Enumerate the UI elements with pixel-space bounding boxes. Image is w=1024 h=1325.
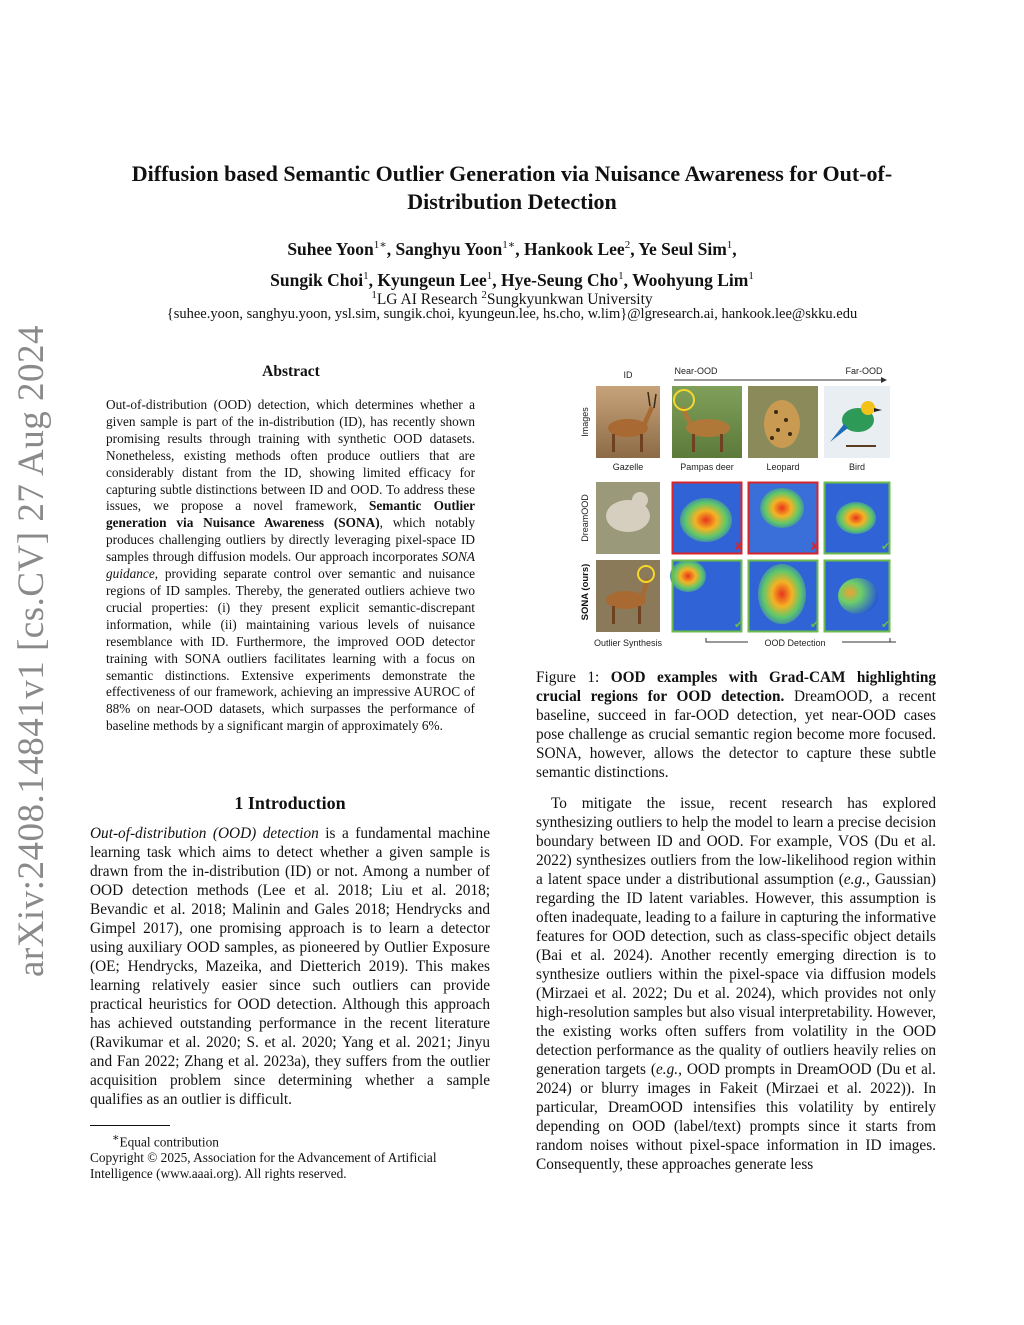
sona-synthesized-image	[596, 560, 660, 632]
dreamood-gradcam-leopard	[748, 482, 819, 554]
label-outlier-synthesis: Outlier Synthesis	[593, 638, 663, 648]
abstract-part: , which notably produces challenging outliers by directly leveraging pixel-space ID samples through diffusion models. Our approach incorporates	[106, 515, 475, 565]
right-eg: e.g.,	[843, 871, 870, 888]
image-pampas-deer	[672, 386, 742, 458]
section-heading-introduction: 1 Introduction	[234, 793, 346, 813]
figure-label-near-ood: Near-OOD	[674, 366, 718, 376]
author-name: Suhee Yoon	[287, 238, 374, 259]
wrong-mark-icon: ✘	[810, 540, 820, 553]
affiliation-mark: 1	[371, 289, 377, 301]
label-ood-detection: OOD Detection	[764, 638, 826, 648]
author-name: Hye-Seung Cho	[500, 269, 619, 290]
right-eg: e.g.,	[656, 1061, 682, 1078]
right-column-text	[536, 794, 936, 1174]
abstract-text	[106, 397, 475, 735]
figure-row-label-sona: SONA (ours)	[580, 563, 591, 621]
figure-label-id: ID	[623, 370, 633, 380]
image-bird	[824, 386, 890, 458]
abstract-part: , providing separate control over semantic and nuisance regions of ID samples. Thereby, the generated outliers achieve two crucial properties: (i) they present explicit semantic-discrepant information, while (ii) maintaining various levels of nuisance resemblance with ID. Furthermore, the improved OOD detector training with SONA outliers facilitates learning with a focus on semantic distinctions. Extensive experiments demonstrate the effectiveness of our framework, achieving an impressive AUROC of 88% on near-OOD datasets, which surpasses the performance of baseline methods by a significant margin of approximately 6%.	[106, 566, 475, 734]
author-name: Ye Seul Sim	[638, 238, 727, 259]
footnote-equal: Equal contribution	[119, 1134, 219, 1150]
figure-row-label-dreamood: DreamOOD	[580, 494, 590, 542]
intro-term: Out-of-distribution (OOD) detection	[90, 825, 319, 842]
paper-title: Diffusion based Semantic Outlier Generation via Nuisance Awareness for Out-of-Distribution Detection	[131, 161, 893, 214]
wrong-mark-icon: ✘	[734, 540, 744, 553]
abstract-part: Out-of-distribution (OOD) detection, which determines whether a given sample is part of the in-distribution (ID), has recently shown promising results through training with synthetic OOD datasets. Nonetheless, existing methods often produce outliers that are considerably distant from the ID, showing limited efficacy for capturing subtle distinctions between ID and OOD. To address these issues, we propose a novel framework,	[106, 397, 475, 514]
author-line-2: Sungik Choi$^1$, Kyungeun Lee$^1$, Hye-Seung Cho$^1$, Woohyung Lim$^1$	[270, 269, 754, 290]
author-name: Woohyung Lim	[632, 269, 749, 290]
check-mark-icon: ✔	[881, 618, 891, 631]
sona-gradcam-leopard	[748, 560, 819, 632]
image-leopard	[748, 386, 818, 458]
abstract-method-name: Semantic Outlier generation via Nuisance Awareness (SONA)	[106, 498, 475, 531]
arxiv-identifier: arXiv:2408.14841v1 [cs.CV] 27 Aug 2024	[11, 324, 52, 978]
figure-row-label-images: Images	[580, 407, 590, 437]
check-mark-icon: ✔	[881, 540, 891, 553]
sona-gradcam-bird	[824, 560, 890, 632]
figure-1-caption	[536, 668, 936, 782]
author-affiliation-mark: 1	[748, 269, 754, 282]
caption-gazelle: Gazelle	[612, 462, 644, 472]
author-name: Sanghyu Yoon	[395, 238, 503, 259]
figure-label-far-ood: Far-OOD	[845, 366, 883, 376]
footnote	[90, 1130, 490, 1182]
author-list	[90, 232, 934, 294]
image-gazelle	[596, 386, 660, 458]
author-affiliation-mark: 2	[624, 239, 631, 251]
intro-part: is a fundamental machine learning task which aims to detect whether a given sample is drawn from the in-distribution (ID) or not. Among a number of OOD detection methods (Lee et al. 2018; Liu et al. 2018; Bevandic et al. 2018; Malinin and Gales 2018; Hendrycks and Gimpel 2017), one promising approach is to learn a detector using auxiliary OOD samples, as pioneered by Outlier Exposure (OE; Hendrycks, Mazeika, and Dietterich 2019). This makes learning relatively easier since such outliers can provide practical heuristics for OOD detection. Although this approach has achieved outstanding performance in the recent literature (Ravikumar et al. 2020; S. et al. 2020; Yang et al. 2021; Jinyu and Fan 2022; Zhang et al. 2023a), they suffers from the outlier acquisition problem since determining whether a sample qualifies as an outlier is difficult.	[90, 825, 490, 1108]
caption-leopard: Leopard	[766, 462, 800, 472]
dreamood-synthesized-image	[596, 482, 660, 554]
equal-contribution-note	[90, 1130, 490, 1150]
right-part: OOD prompts in DreamOOD (Du et al. 2024) or blurry images in Fakeit (Mirzaei et al. 2022)). In particular, DreamOOD intensifies this volatility by entirely depending on OOD (label/text) prompts since it starts from random noises without pixel-space information in ID images. Consequently, these approaches generate less	[536, 1061, 937, 1173]
affiliation-skku: Sungkyunkwan University	[486, 291, 653, 309]
affiliation-mark: 2	[481, 289, 487, 301]
sona-gradcam-pampas	[670, 560, 743, 632]
author-affiliation-mark: 1	[363, 269, 369, 282]
check-mark-icon: ✔	[810, 618, 820, 631]
right-part: Gaussian) regarding the ID latent variables. However, this assumption is often inadequate, leading to a failure in capturing the informative features for OOD detection, such as class-specific object details (Bai et al. 2024). Another recently emerging direction is to synthesize outliers within the pixel-space via diffusion models (Mirzaei et al. 2022; Du et al. 2024), which provides not only high-resolution samples but also visual interpretability. However, the existing works often suffers from volatility in the OOD detection performance as the quality of outliers heavily relies on generation targets (	[536, 871, 937, 1078]
caption-pampas-deer: Pampas deer	[680, 462, 734, 472]
dreamood-gradcam-pampas	[672, 482, 743, 554]
affiliation-lg: LG AI Research	[376, 291, 478, 309]
caption-bird: Bird	[848, 462, 866, 472]
author-emails: {suhee.yoon, sanghyu.yoon, ysl.sim, sungik.choi, kyungeun.lee, hs.cho, w.lim}@lgresearch.ai, hankook.lee@skku.edu	[166, 306, 858, 322]
introduction-text	[90, 824, 490, 1109]
abstract-guidance-term: SONA guidance	[106, 549, 475, 582]
caption-bold: OOD examples with Grad-CAM highlighting crucial regions for OOD detection.	[536, 669, 936, 705]
footnote-star: ∗	[112, 1132, 120, 1144]
caption-label: Figure 1:	[536, 669, 611, 686]
author-affiliation-mark: 1∗	[373, 239, 387, 251]
right-part: To mitigate the issue, recent research has explored synthesizing outliers to help the model to learn a precise decision boundary between ID and OOD. For example, VOS (Du et al. 2022) synthesizes outliers from the low-likelihood region within a latent space under a distributional assumption (	[536, 795, 936, 888]
author-affiliation-mark: 1	[618, 269, 624, 282]
check-mark-icon: ✔	[734, 618, 744, 631]
author-affiliation-mark: 1	[486, 269, 493, 282]
dreamood-gradcam-bird	[824, 482, 890, 554]
author-name: Sungik Choi	[270, 269, 364, 290]
author-name: Kyungeun Lee	[377, 269, 487, 290]
author-name: Hankook Lee	[524, 238, 625, 259]
figure-1	[576, 362, 896, 650]
caption-rest: DreamOOD, a recent baseline, succeed in far-OOD detection, yet near-OOD cases pose challenge as crucial semantic region become more focused. SONA, however, allows the detector to capture these subtle semantic distinctions.	[536, 688, 936, 781]
author-affiliation-mark: 1	[726, 239, 733, 251]
copyright-note: Copyright © 2025, Association for the Advancement of Artificial Intelligence (www.aaai.org). All rights reserved.	[90, 1150, 437, 1182]
author-line-1: Suhee Yoon$^{1∗}$, Sanghyu Yoon$^{1∗}$, Hankook Lee$^2$, Ye Seul Sim$^1$,	[287, 238, 737, 259]
footnote-rule	[90, 1125, 170, 1126]
author-affiliation-mark: 1∗	[502, 239, 516, 251]
abstract-heading: Abstract	[262, 363, 320, 380]
